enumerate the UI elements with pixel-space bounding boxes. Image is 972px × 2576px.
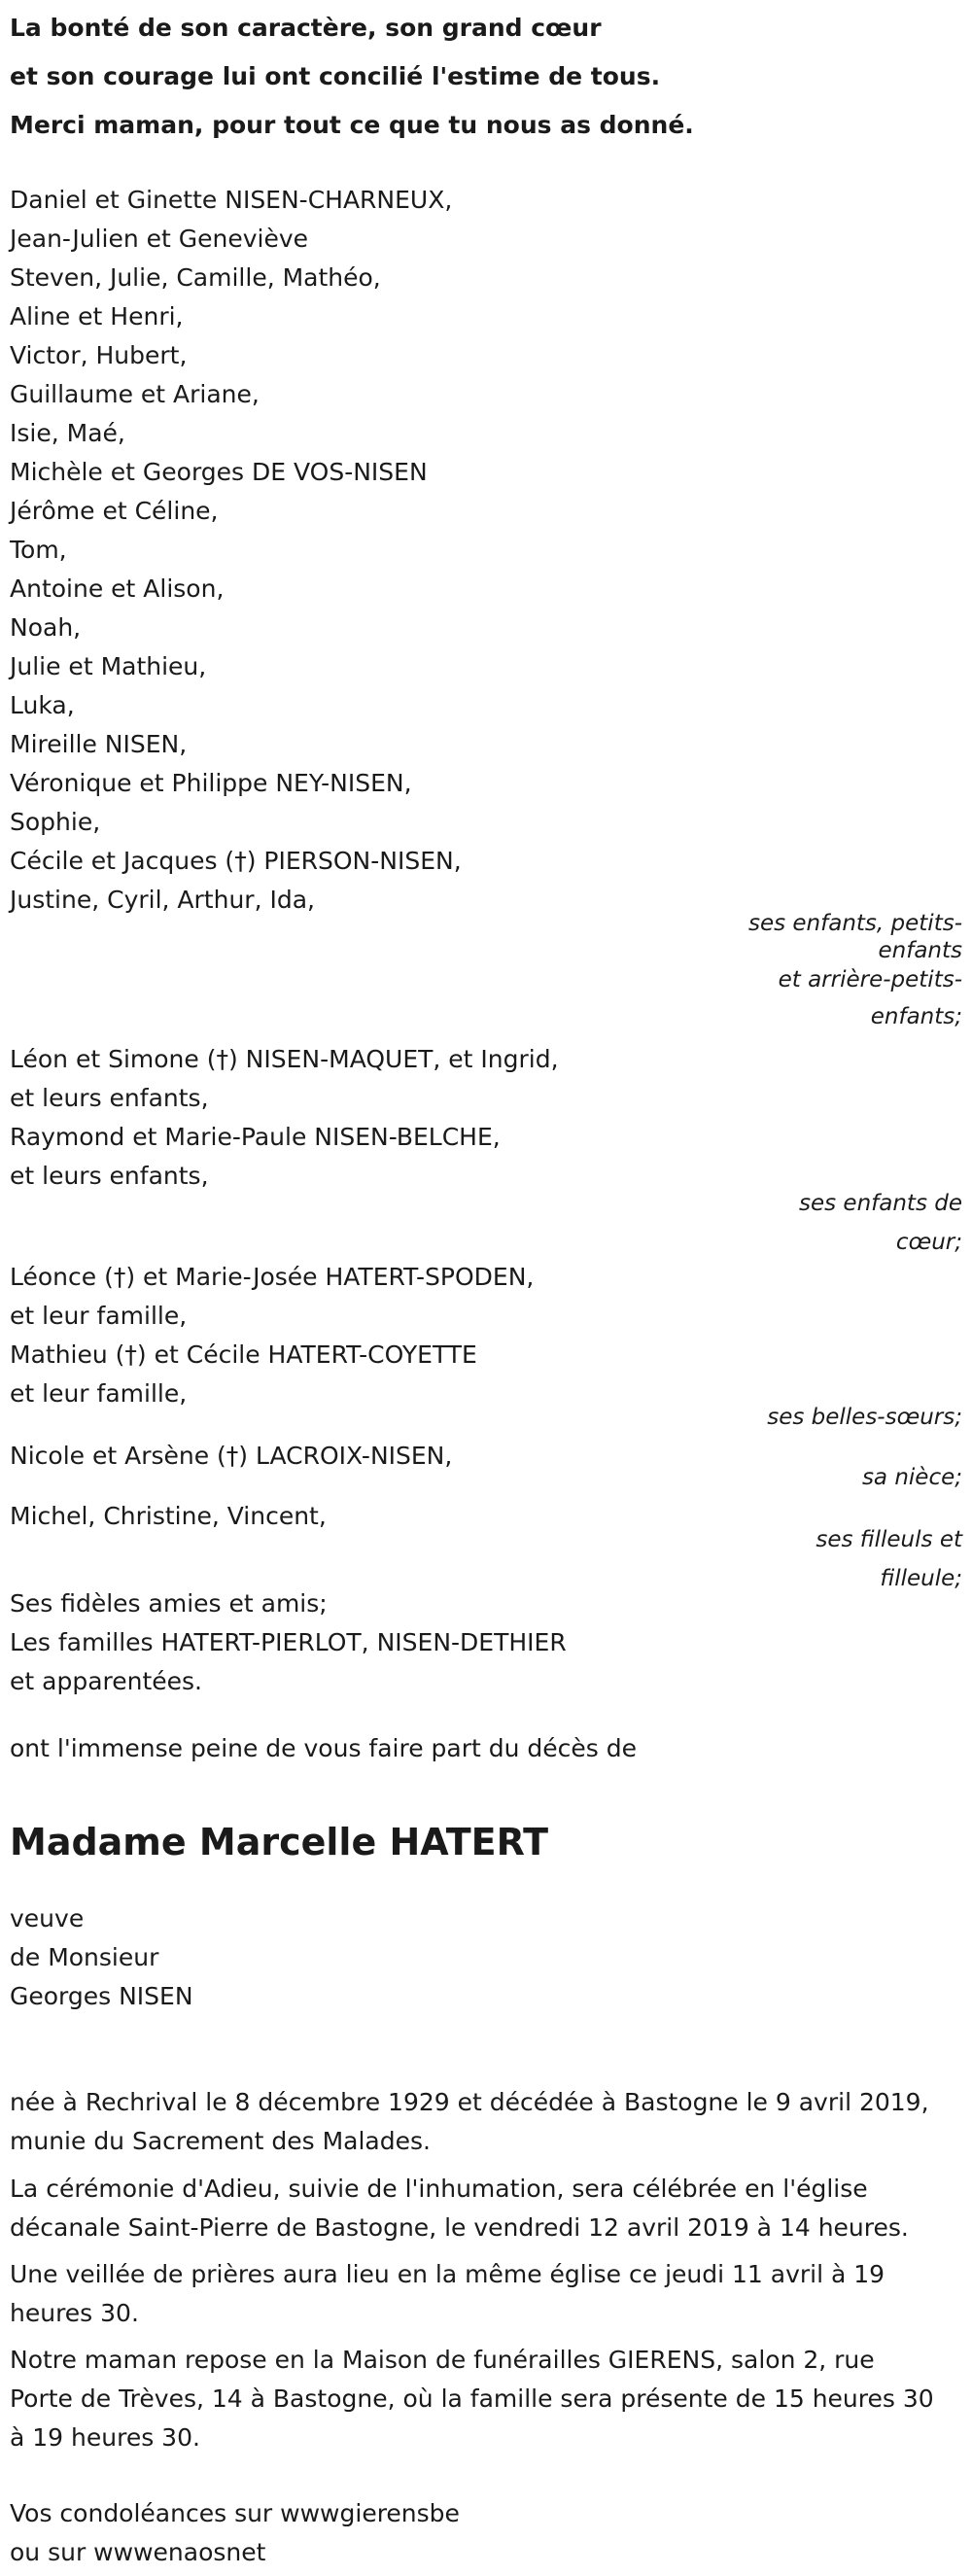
family-line: Raymond et Marie-Paule NISEN-BELCHE, bbox=[10, 1123, 501, 1151]
relation-line: et arrière-petits- bbox=[778, 967, 962, 992]
family-line: Cécile et Jacques (†) PIERSON-NISEN, bbox=[10, 847, 462, 875]
family-line: Jérôme et Céline, bbox=[10, 497, 219, 525]
relation-line: cœur; bbox=[895, 1230, 962, 1255]
family-line: Guillaume et Ariane, bbox=[10, 380, 260, 408]
family-line: et leur famille, bbox=[10, 1302, 188, 1330]
family-line: Victor, Hubert, bbox=[10, 341, 188, 369]
family-line: Tom, bbox=[10, 536, 67, 564]
ceremony-paragraph: La cérémonie d'Adieu, suivie de l'inhumation, sera célébrée en l'église décanale Saint-Pierre de Bastogne, le vendredi 12 avril 2019 à 14 heures. bbox=[10, 2175, 909, 2242]
funeral-home-paragraph: Notre maman repose en la Maison de funérailles GIERENS, salon 2, rue Porte de Trèves, 14 à Bastogne, où la famille sera présente de 15 heures 30 à 19 heures 30. bbox=[10, 2346, 934, 2452]
friends-line: Ses fidèles amies et amis; bbox=[10, 1589, 328, 1618]
family-line: Mireille NISEN, bbox=[10, 730, 188, 758]
family-line: et leurs enfants, bbox=[10, 1084, 209, 1112]
intro-quote bbox=[10, 4, 962, 150]
condolences-line: ou sur wwwenaosnet bbox=[10, 2538, 266, 2566]
family-line: Noah, bbox=[10, 613, 82, 642]
relation-line: enfants; bbox=[870, 1004, 962, 1029]
condolences-line: Vos condoléances sur wwwgierensbe bbox=[10, 2499, 460, 2527]
relation-line: enfants bbox=[878, 938, 962, 963]
intro-line: Merci maman, pour tout ce que tu nous as donné. bbox=[10, 111, 694, 139]
family-line: Véronique et Philippe NEY-NISEN, bbox=[10, 769, 412, 797]
friends-block bbox=[10, 1584, 690, 1701]
family-line: Isie, Maé, bbox=[10, 419, 125, 447]
family-line: Léonce (†) et Marie-Josée HATERT-SPODEN, bbox=[10, 1263, 535, 1291]
family-group-children bbox=[10, 181, 690, 920]
family-group-niece bbox=[10, 1437, 690, 1476]
relation-line: ses enfants, petits- bbox=[747, 911, 962, 936]
intro-line: et son courage lui ont concilié l'estime de tous. bbox=[10, 62, 661, 90]
relation-line: sa nièce; bbox=[861, 1465, 962, 1490]
birth-death-paragraph: née à Rechrival le 8 décembre 1929 et décédée à Bastogne le 9 avril 2019, munie du Sacrement des Malades. bbox=[10, 2088, 929, 2155]
relation-sisters-in-law bbox=[710, 1398, 962, 1437]
family-line: et leurs enfants, bbox=[10, 1162, 209, 1190]
relation-line: filleule; bbox=[880, 1566, 962, 1591]
family-line: Daniel et Ginette NISEN-CHARNEUX, bbox=[10, 186, 453, 214]
family-line: et leur famille, bbox=[10, 1379, 188, 1408]
intro-line: La bonté de son caractère, son grand cœur bbox=[10, 14, 602, 42]
relation-heart-children bbox=[710, 1184, 962, 1262]
family-line: Mathieu (†) et Cécile HATERT-COYETTE bbox=[10, 1340, 477, 1369]
family-group-heart-children bbox=[10, 1040, 690, 1196]
vigil-paragraph: Une veillée de prières aura lieu en la même église ce jeudi 11 avril à 19 heures 30. bbox=[10, 2260, 885, 2327]
family-line: Michel, Christine, Vincent, bbox=[10, 1502, 327, 1530]
relation-line: ses filleuls et bbox=[816, 1527, 962, 1552]
widow-line: Georges NISEN bbox=[10, 1982, 193, 2010]
family-line: Jean-Julien et Geneviève bbox=[10, 225, 309, 253]
family-line: Aline et Henri, bbox=[10, 302, 184, 331]
family-line: Julie et Mathieu, bbox=[10, 652, 207, 680]
widow-of-block bbox=[10, 1899, 690, 2016]
family-line: Léon et Simone (†) NISEN-MAQUET, et Ingrid, bbox=[10, 1045, 559, 1073]
announcement-text: ont l'immense peine de vous faire part du décès de bbox=[10, 1734, 638, 1762]
friends-line: et apparentées. bbox=[10, 1667, 202, 1695]
family-line: Nicole et Arsène (†) LACROIX-NISEN, bbox=[10, 1442, 453, 1470]
family-line: Steven, Julie, Camille, Mathéo, bbox=[10, 263, 381, 292]
widow-line: de Monsieur bbox=[10, 1943, 159, 1971]
widow-line: veuve bbox=[10, 1904, 85, 1932]
friends-line: Les familles HATERT-PIERLOT, NISEN-DETHIER bbox=[10, 1628, 567, 1656]
family-line: Sophie, bbox=[10, 808, 101, 836]
relation-godchildren bbox=[710, 1520, 962, 1598]
condolences-block bbox=[10, 2494, 690, 2572]
family-line: Michèle et Georges DE VOS-NISEN bbox=[10, 458, 428, 486]
relation-line: ses enfants de bbox=[799, 1191, 962, 1216]
relation-line: ses belles-sœurs; bbox=[767, 1405, 962, 1430]
family-group-godchildren bbox=[10, 1497, 690, 1536]
family-line: Luka, bbox=[10, 691, 75, 719]
family-line: Justine, Cyril, Arthur, Ida, bbox=[10, 886, 315, 914]
family-group-sisters-in-law bbox=[10, 1258, 690, 1413]
relation-children bbox=[671, 904, 962, 1036]
deceased-name: Madame Marcelle HATERT bbox=[10, 1821, 549, 1863]
family-line: Antoine et Alison, bbox=[10, 574, 225, 603]
relation-niece bbox=[710, 1458, 962, 1497]
